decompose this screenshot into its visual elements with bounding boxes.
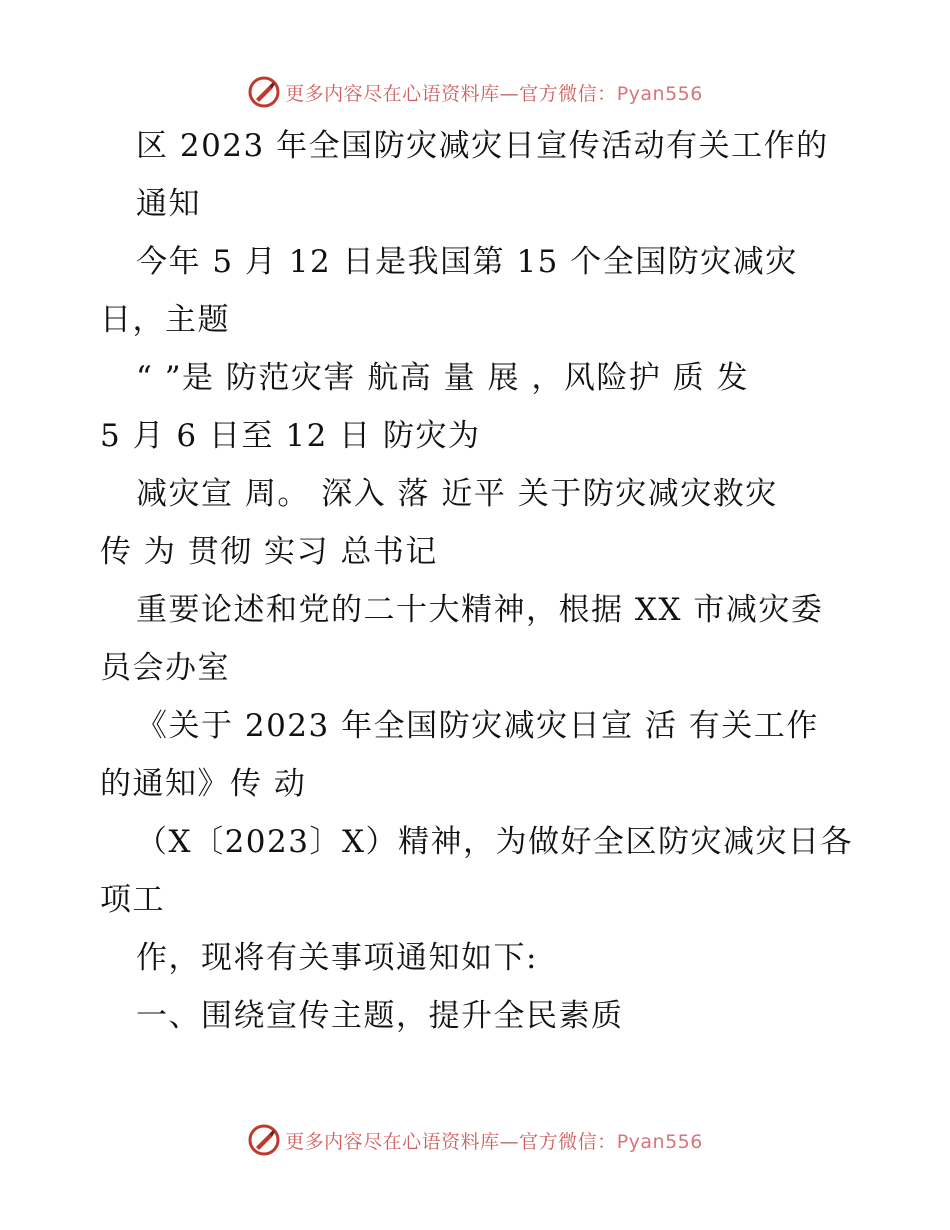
footer-watermark: [0, 1120, 950, 1160]
text-line: 传 为 贯彻 实习 总书记: [100, 534, 438, 570]
text-line: 的通知》传 动: [100, 766, 307, 802]
text-line: 日，主题: [100, 302, 230, 338]
text-line: 一、围绕宣传主题，提升全民素质: [136, 998, 624, 1034]
text-line: 减灾宣 周。 深入 落 近平 关于防灾减灾救灾: [136, 476, 778, 512]
watermark-text: 更多内容尽在心语资料库—官方微信：Pyan556: [285, 82, 703, 105]
pen-logo-icon: [247, 1123, 281, 1157]
text-line: （X〔2023〕X）精神，为做好全区防灾减灾日各: [136, 824, 854, 860]
text-line: 《关于 2023 年全国防灾减灾日宣 活 有关工作: [136, 708, 819, 744]
text-line: 今年 5 月 12 日是我国第 15 个全国防灾减灾: [136, 244, 798, 280]
watermark-text: 更多内容尽在心语资料库—官方微信：Pyan556: [285, 1130, 703, 1153]
text-line: “ ”是 防范灾害 航高 量 展 ，风险护 质 发: [136, 360, 750, 396]
text-line: 区 2023 年全国防灾减灾日宣传活动有关工作的: [136, 128, 829, 164]
text-line: 通知: [136, 186, 201, 222]
pen-logo-icon: [247, 75, 281, 109]
header-watermark: [0, 72, 950, 112]
text-line: 员会办室: [100, 650, 230, 686]
text-line: 重要论述和党的二十大精神，根据 XX 市减灾委: [136, 592, 824, 628]
text-line: 作，现将有关事项通知如下:: [136, 940, 538, 976]
text-line: 项工: [100, 882, 165, 918]
text-line: 5 月 6 日至 12 日 防灾为: [100, 418, 481, 454]
